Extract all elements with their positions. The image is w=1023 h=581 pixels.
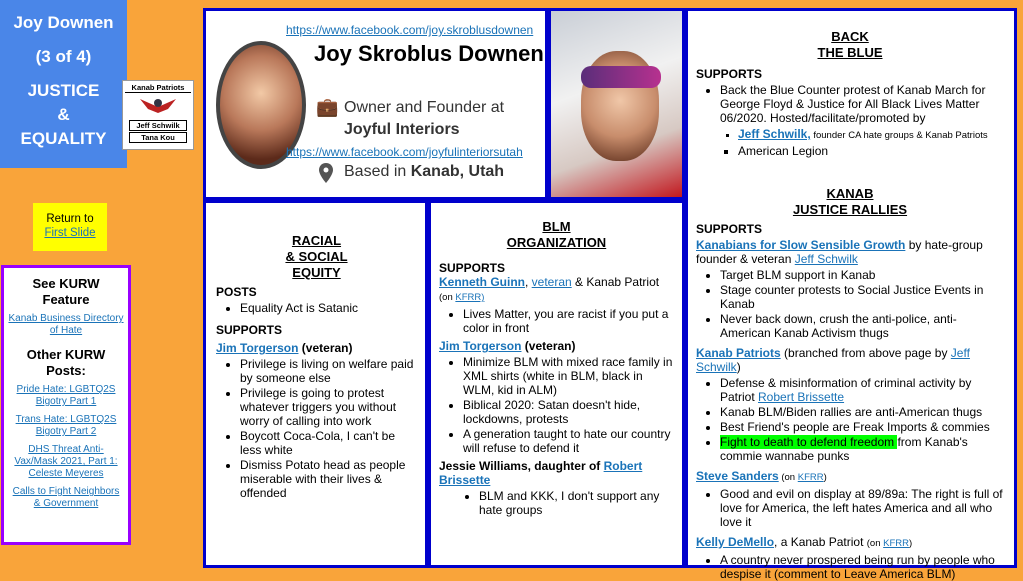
separator: , [525,275,532,289]
group-text: (branched from above page by [780,346,951,360]
post-link[interactable]: DHS Threat Anti-Vax/Mask 2021, Part 1: Celeste Meyeres [14,444,118,479]
supports-heading: SUPPORTS [696,67,763,81]
other-posts-heading: Other KURW Posts: [26,347,106,378]
list-item: • A generation taught to hate our country will refuse to defend it [463,427,674,455]
kanab-title: KANAB [826,186,874,201]
steve-sanders-link[interactable]: Steve Sanders [696,469,779,483]
kanabians-link[interactable]: Kanabians for Slow Sensible Growth [696,238,906,252]
person-entry [439,459,674,487]
the-blue-title: THE BLUE [817,45,883,60]
logo-title: Kanab Patriots [125,83,191,93]
organization-title: ORGANIZATION [506,235,607,250]
steve-sanders-entry [696,469,1004,485]
list-item-text: Back the Blue Counter protest of Kanab March for George Floyd & Justice for All Black Lives Matter 06/2020. Hosted/facilitate/promoted by [720,83,986,125]
list-item: • Privilege is going to protest whatever triggers you without worry of calling into work [240,386,417,428]
person-entry [439,275,674,305]
profile-location [344,163,504,181]
list-item: • Stage counter protests to Social Justice Events in Kanab [720,283,1004,311]
feature-link[interactable]: Kanab Business Directory of Hate [8,313,124,336]
kelly-demello-entry [696,535,1004,551]
source-suffix: ) [909,538,913,549]
jim-torgerson-link[interactable]: Jim Torgerson [216,341,299,355]
list-item: • Kanab BLM/Biden rallies are anti-American thugs [720,405,1004,419]
location-prefix: Based in [344,163,411,180]
racial-social-equity-panel [203,200,428,568]
list-item: • Never back down, crush the anti-police, anti-American Kanab Activism thugs [720,312,1004,340]
kfrr-link[interactable]: KFRR [797,472,824,483]
eagle-icon [138,93,178,117]
kanab-patriots-link[interactable]: Kanab Patriots [696,346,781,360]
group-text: ) [736,360,741,374]
person-text: & Kanab Patriot [571,275,660,289]
list-item: • A country never prospered being run by people who despise it (comment to Leave America BLM) [720,553,1004,581]
profile-card [203,8,548,200]
title-part: (3 of 4) [35,47,92,66]
list-item: • Target BLM support in Kanab [720,268,1004,282]
list-item: • Lives Matter, you are racist if you put a color in front [463,307,674,335]
list-item-text: founder CA hate groups & Kanab Patriots [810,130,988,141]
list-item: ▪ American Legion [738,144,1004,158]
profile-job [344,97,544,141]
jim-torgerson-link[interactable]: Jim Torgerson [439,339,522,353]
jeff-schwilk-link[interactable]: Jeff Schwilk [696,346,970,374]
return-label: Return to [46,213,94,225]
group-text: by hate-group founder & veteran [696,238,983,266]
equity-title: EQUITY [292,265,341,280]
posts-heading: POSTS [216,285,257,299]
list-item [720,83,1004,158]
return-box [33,203,107,251]
veteran-link[interactable]: veteran [531,275,572,289]
facebook-profile-link[interactable]: https://www.facebook.com/joy.skroblusdownen [286,23,534,37]
briefcase-icon: 💼 [316,97,339,117]
jeff-schwilk-link[interactable]: Jeff Schwilk, [738,127,811,141]
kfrr-link[interactable]: KFRR [883,538,910,549]
source-prefix: (on [439,292,456,303]
group-kanabians [696,238,1004,266]
job-prefix: Owner and Founder at [344,99,505,116]
supports-heading: SUPPORTS [216,323,283,337]
list-item: • Privilege is living on welfare paid by someone else [240,357,417,385]
robert-brissette-link[interactable]: Robert Brissette [439,459,643,487]
list-item: • Equality Act is Satanic [240,301,417,315]
location-value: Kanab, Utah [410,163,505,180]
list-item: • Minimize BLM with mixed race family in XML shirts (white in BLM, black in WLM, kid in ALM) [463,355,674,397]
kenneth-guinn-link[interactable]: Kenneth Guinn [439,275,525,289]
justice-rallies-title: JUSTICE RALLIES [792,202,908,217]
list-item: • Best Friend's people are Freak Imports & commies [720,420,1004,434]
kanab-patriots-logo [122,80,194,150]
blm-organization-panel [428,200,685,568]
see-feature-heading: See KURW Feature [32,276,100,307]
kurw-side-panel [1,265,131,545]
profile-name: Joy Skroblus Downen [314,41,544,66]
back-title: BACK [831,29,869,44]
supports-heading-2: SUPPORTS [696,222,763,236]
entry-text: , a Kanab Patriot [774,535,867,549]
source-prefix: (on [778,472,798,483]
title-ampersand: & [57,105,70,124]
blm-title: BLM [542,219,571,234]
location-pin-icon [319,163,333,183]
list-item-text: from Kanab's commie wannabe punks [720,435,968,463]
facebook-business-link[interactable]: https://www.facebook.com/joyfulinteriorsutah [286,145,523,159]
source-suffix: ) [823,472,827,483]
social-title: & SOCIAL [285,249,348,264]
list-item: • BLM and KKK, I don't support any hate groups [479,489,674,517]
racial-title: RACIAL [291,233,342,248]
first-slide-link[interactable]: First Slide [44,227,96,239]
highlighted-text: Fight to death to defend freedom [720,435,898,449]
post-link[interactable]: Trans Hate: LGBTQ2S Bigotry Part 2 [15,414,117,437]
source-prefix: (on [866,538,884,549]
supports-heading: SUPPORTS [439,261,506,275]
list-item [738,127,1004,143]
list-item: • Good and evil on display at 89/89a: The right is full of love for America, the left hates America and all who love it [720,487,1004,529]
list-item: • Boycott Coca-Cola, I can't be less white [240,429,417,457]
slide-title [0,0,127,168]
profile-photo [548,8,685,200]
list-item [720,435,1004,463]
group-kanab-patriots [696,346,1004,374]
back-the-blue-panel [685,8,1017,581]
person-entry [439,339,674,353]
logo-name-2: Tana Kou [129,132,187,143]
kfrr-link[interactable]: KFRR) [455,292,485,303]
jeff-schwilk-link[interactable]: Jeff Schwilk [794,252,858,266]
title-equality: EQUALITY [20,129,107,148]
post-link[interactable]: Pride Hate: LGBTQ2S Bigotry Part 1 [16,384,116,407]
list-item: • Biblical 2020: Satan doesn't hide, lockdowns, protests [463,398,674,426]
person-entry [216,341,417,355]
kelly-demello-link[interactable]: Kelly DeMello [696,535,775,549]
post-link[interactable]: Calls to Fight Neighbors & Government [12,486,120,509]
list-item [720,376,1004,404]
list-item: • Dismiss Potato head as people miserable with their lives & offended [240,458,417,500]
title-justice: JUSTICE [27,81,100,100]
title-name: Joy Downen [13,13,114,32]
person-tag: (veteran) [521,339,576,353]
list-item-text: Defense & misinformation of criminal activity by Patriot [720,376,972,404]
person-tag: (veteran) [298,341,353,355]
robert-brissette-link[interactable]: Robert Brissette [758,390,845,404]
job-company: Joyful Interiors [344,121,460,138]
person-text: Jessie Williams, daughter of [439,459,604,473]
logo-name-1: Jeff Schwilk [129,120,187,131]
